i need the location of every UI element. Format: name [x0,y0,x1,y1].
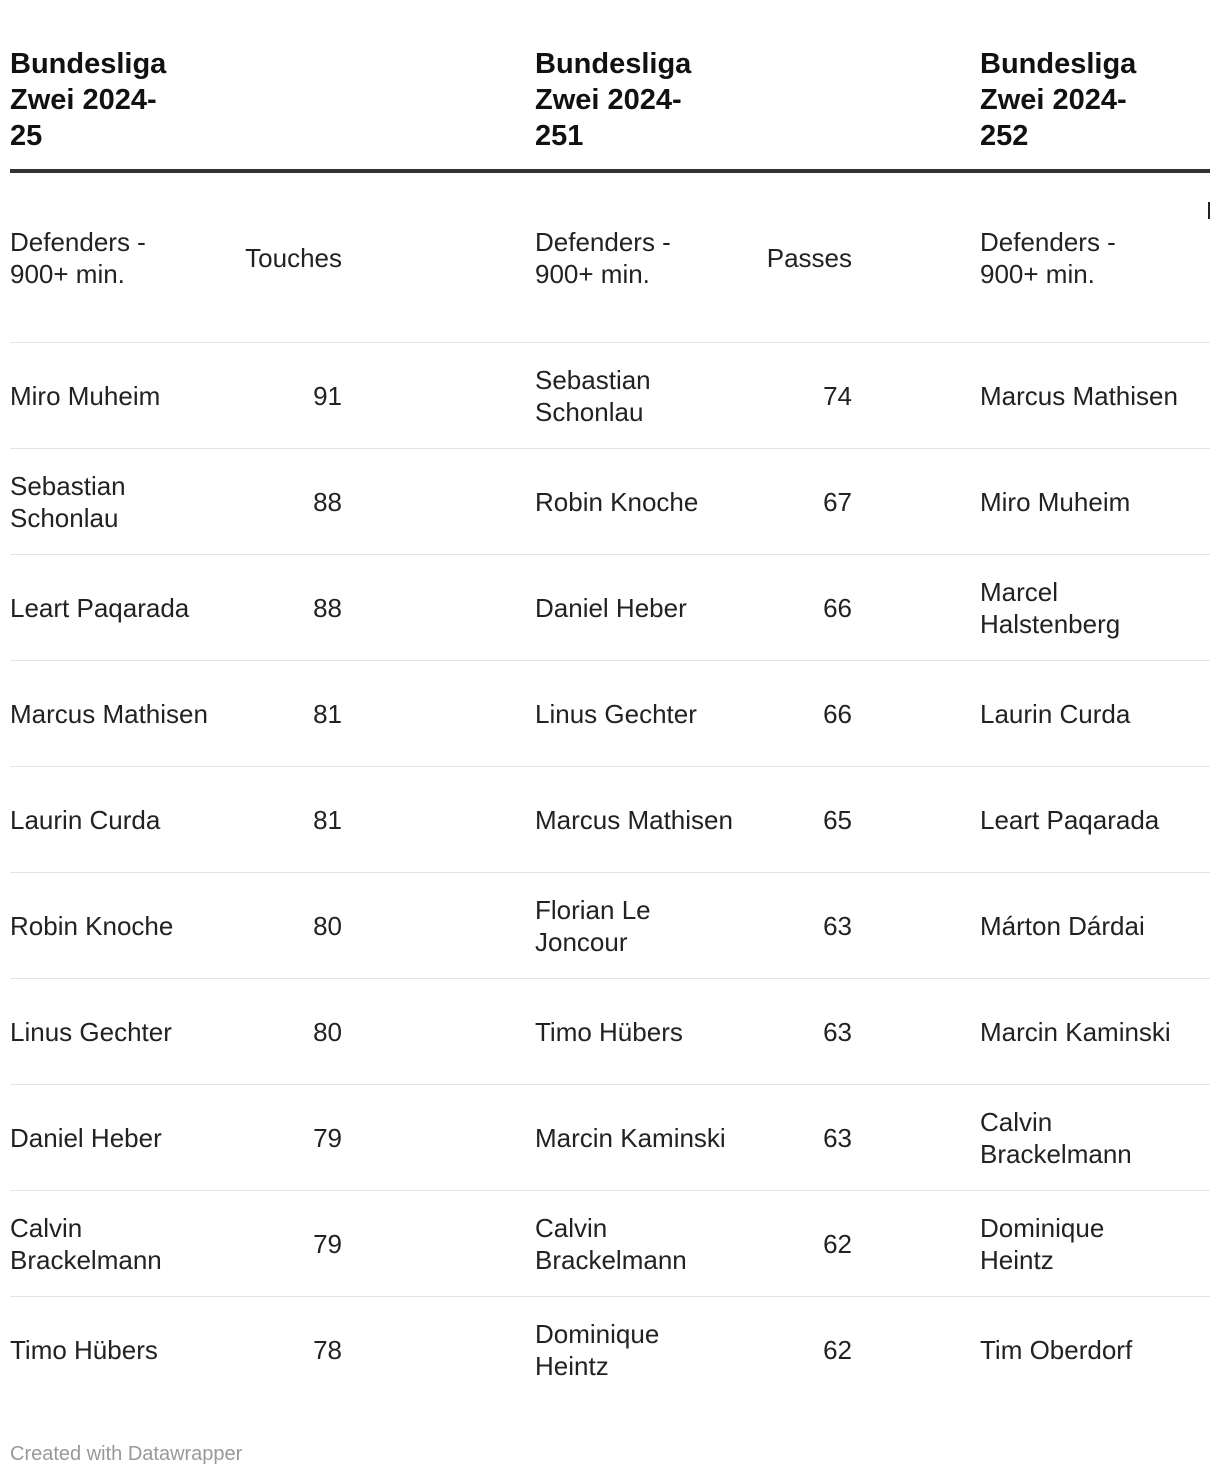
table-row [10,766,1210,872]
column-header-value: Touches [245,243,342,273]
player-name-cell: Calvin Brackelmann [10,1212,162,1275]
stat-value-cell: 65 [823,804,852,835]
column-header-name: Defenders - 900+ min. [10,227,146,289]
scroll-edge-marker [1208,202,1210,219]
stat-value-cell: 63 [823,1122,852,1153]
stat-value-cell: 63 [823,1016,852,1047]
player-name-cell: Marcus Mathisen [10,698,208,729]
stat-value-cell: 62 [823,1228,852,1259]
player-name-cell: Florian Le Joncour [535,894,651,957]
stat-value-cell: 78 [313,1334,342,1365]
player-name-cell: Robin Knoche [535,486,699,517]
stat-value-cell: 81 [313,804,342,835]
player-name-cell: Timo Hübers [535,1016,683,1047]
player-name-cell: Sebastian Schonlau [10,470,126,533]
player-name-cell: Sebastian Schonlau [535,364,651,427]
stat-value-cell: 91 [313,380,342,411]
stat-value-cell: 66 [823,698,852,729]
player-name-cell: Marcel Halstenberg [980,576,1121,639]
player-name-cell: Laurin Curda [980,698,1131,729]
player-name-cell: Daniel Heber [535,592,687,623]
column-header-value: Passes [766,243,852,273]
data-table [10,0,1210,1420]
player-name-cell: Calvin Brackelmann [980,1106,1132,1169]
stat-value-cell: 67 [823,486,852,517]
player-name-cell: Marcus Mathisen [535,804,733,835]
table-row [10,1296,1210,1402]
table-row [10,1084,1210,1190]
column-header-name: Defenders - 900+ min. [980,227,1116,289]
player-name-cell: Timo Hübers [10,1334,158,1365]
stat-value-cell: 66 [823,592,852,623]
stat-value-cell: 74 [823,380,852,411]
player-name-cell: Linus Gechter [535,698,697,729]
player-name-cell: Dominique Heintz [980,1212,1105,1275]
stat-value-cell: 79 [313,1122,342,1153]
stat-value-cell: 62 [823,1334,852,1365]
table-row [10,1190,1210,1296]
stat-value-cell: 88 [313,592,342,623]
stat-value-cell: 80 [313,1016,342,1047]
table-row [10,554,1210,660]
player-name-cell: Tim Oberdorf [980,1334,1133,1365]
player-name-cell: Laurin Curda [10,804,161,835]
column-header-name: Defenders - 900+ min. [535,227,671,289]
player-name-cell: Márton Dárdai [980,910,1145,941]
player-name-cell: Robin Knoche [10,910,174,941]
table-row [10,660,1210,766]
group-title: Bundesliga Zwei 2024-25 [10,48,167,152]
player-name-cell: Marcin Kaminski [980,1016,1171,1047]
group-title: Bundesliga Zwei 2024-252 [980,48,1137,152]
player-name-cell: Marcin Kaminski [535,1122,726,1153]
stat-value-cell: 88 [313,486,342,517]
table-row [10,342,1210,448]
header-divider [10,169,1210,173]
player-name-cell: Miro Muheim [10,380,161,411]
table-row [10,448,1210,554]
stat-value-cell: 63 [823,910,852,941]
footer-credit: Created with Datawrapper [10,1443,243,1465]
table-row [10,872,1210,978]
stat-value-cell: 80 [313,910,342,941]
player-name-cell: Daniel Heber [10,1122,162,1153]
table-row [10,978,1210,1084]
player-name-cell: Calvin Brackelmann [535,1212,687,1275]
player-name-cell: Miro Muheim [980,486,1131,517]
group-title: Bundesliga Zwei 2024-251 [535,48,692,152]
stat-value-cell: 81 [313,698,342,729]
table-body [10,342,1210,1402]
stat-value-cell: 79 [313,1228,342,1259]
player-name-cell: Dominique Heintz [535,1318,660,1381]
player-name-cell: Leart Paqarada [980,804,1160,835]
player-name-cell: Linus Gechter [10,1016,172,1047]
player-name-cell: Leart Paqarada [10,592,190,623]
player-name-cell: Marcus Mathisen [980,380,1178,411]
